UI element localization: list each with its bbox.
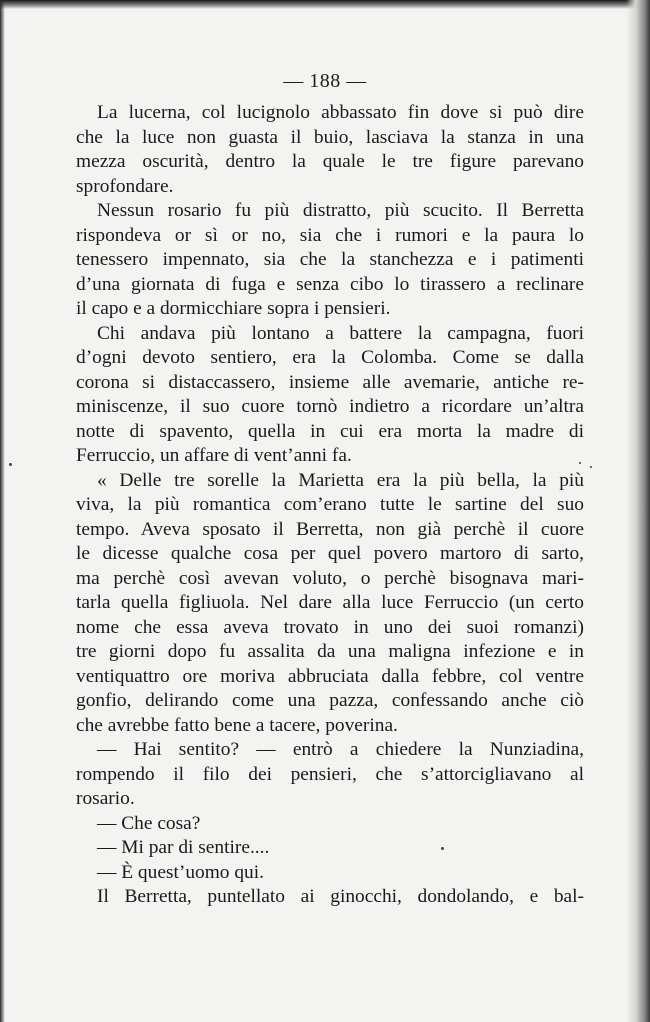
text-line: — Mi par di sentire.... xyxy=(97,837,270,858)
text-line: notte di spavento, quella in cui era morta la madre di xyxy=(76,420,584,442)
text-line: ventiquattro ore moriva abbruciata dalla febbre, col ventre xyxy=(76,665,584,687)
page-number: — 188 — xyxy=(283,70,367,92)
text-line: mezza oscurità, dentro la quale le tre figure parevano xyxy=(76,151,584,172)
text-line: tre giorni dopo fu assalita da una maligna infezione e in xyxy=(76,641,584,662)
text-line: rosario. xyxy=(76,788,135,809)
text-line: rompendo il filo dei pensieri, che s’attorcigliavano al xyxy=(76,763,584,785)
text-line: nome che essa aveva trovato in uno dei suoi romanzi) xyxy=(76,616,584,638)
text-line: — Hai sentito? — entrò a chiedere la Nunziadina, xyxy=(97,739,584,760)
text-line: Il Berretta, puntellato ai ginocchi, dondolando, e bal- xyxy=(97,886,584,907)
scan-edge-top xyxy=(0,0,650,9)
text-line: miniscenze, il suo cuore tornò indietro a ricordare un’altra xyxy=(76,396,584,417)
text-line: — È quest’uomo qui. xyxy=(97,861,264,883)
text-line: d’ogni devoto sentiero, era la Colomba. Come se dalla xyxy=(76,347,584,368)
text-line: ma perchè così avevan voluto, o perchè bisognava mari- xyxy=(76,567,584,589)
text-line: tempo. Aveva sposato il Berretta, non già perchè il cuore xyxy=(76,518,584,540)
text-line: che avrebbe fatto bene a tacere, poverina. xyxy=(76,714,398,736)
text-line: viva, la più romantica com’erano tutte le sartine del suo xyxy=(76,494,584,515)
body-text xyxy=(76,101,584,910)
text-line: Nessun rosario fu più distratto, più scucito. Il Berretta xyxy=(97,200,584,221)
text-line: La lucerna, col lucignolo abbassato fin dove si può dire xyxy=(97,102,584,123)
text-line: Ferruccio, un affare di vent’anni fa. xyxy=(76,445,352,466)
text-line: che la luce non guasta il buio, lasciava la stanza in una xyxy=(76,126,584,148)
text-line: tarla quella figliuola. Nel dare alla luce Ferruccio (un certo xyxy=(76,592,584,613)
text-line: Chi andava più lontano a battere la campagna, fuori xyxy=(97,322,584,344)
text-line: « Delle tre sorelle la Marietta era la più bella, la più xyxy=(97,469,584,491)
scan-edge-right xyxy=(626,0,650,1022)
text-line: rispondeva or sì or no, sia che i rumori e la paura lo xyxy=(76,224,584,246)
text-line: tenessero impennato, sia che la stanchezza e i patimenti xyxy=(76,249,584,270)
text-line: sprofondare. xyxy=(76,175,174,197)
text-line: le dicesse qualche cosa per quel povero martoro di sarto, xyxy=(76,543,584,564)
text-line: d’una giornata di fuga e senza cibo lo tirassero a reclinare xyxy=(76,273,584,295)
text-line: gonfio, delirando come una pazza, confessando anche ciò xyxy=(76,690,584,711)
scan-speck xyxy=(9,463,12,466)
scan-edge-left xyxy=(0,0,5,1022)
scan-speck xyxy=(590,466,592,468)
text-line: il capo e a dormicchiare sopra i pensieri. xyxy=(76,298,391,319)
text-line: — Che cosa? xyxy=(97,812,201,834)
text-line: corona si distaccassero, insieme alle avemarie, antiche re- xyxy=(76,371,584,393)
